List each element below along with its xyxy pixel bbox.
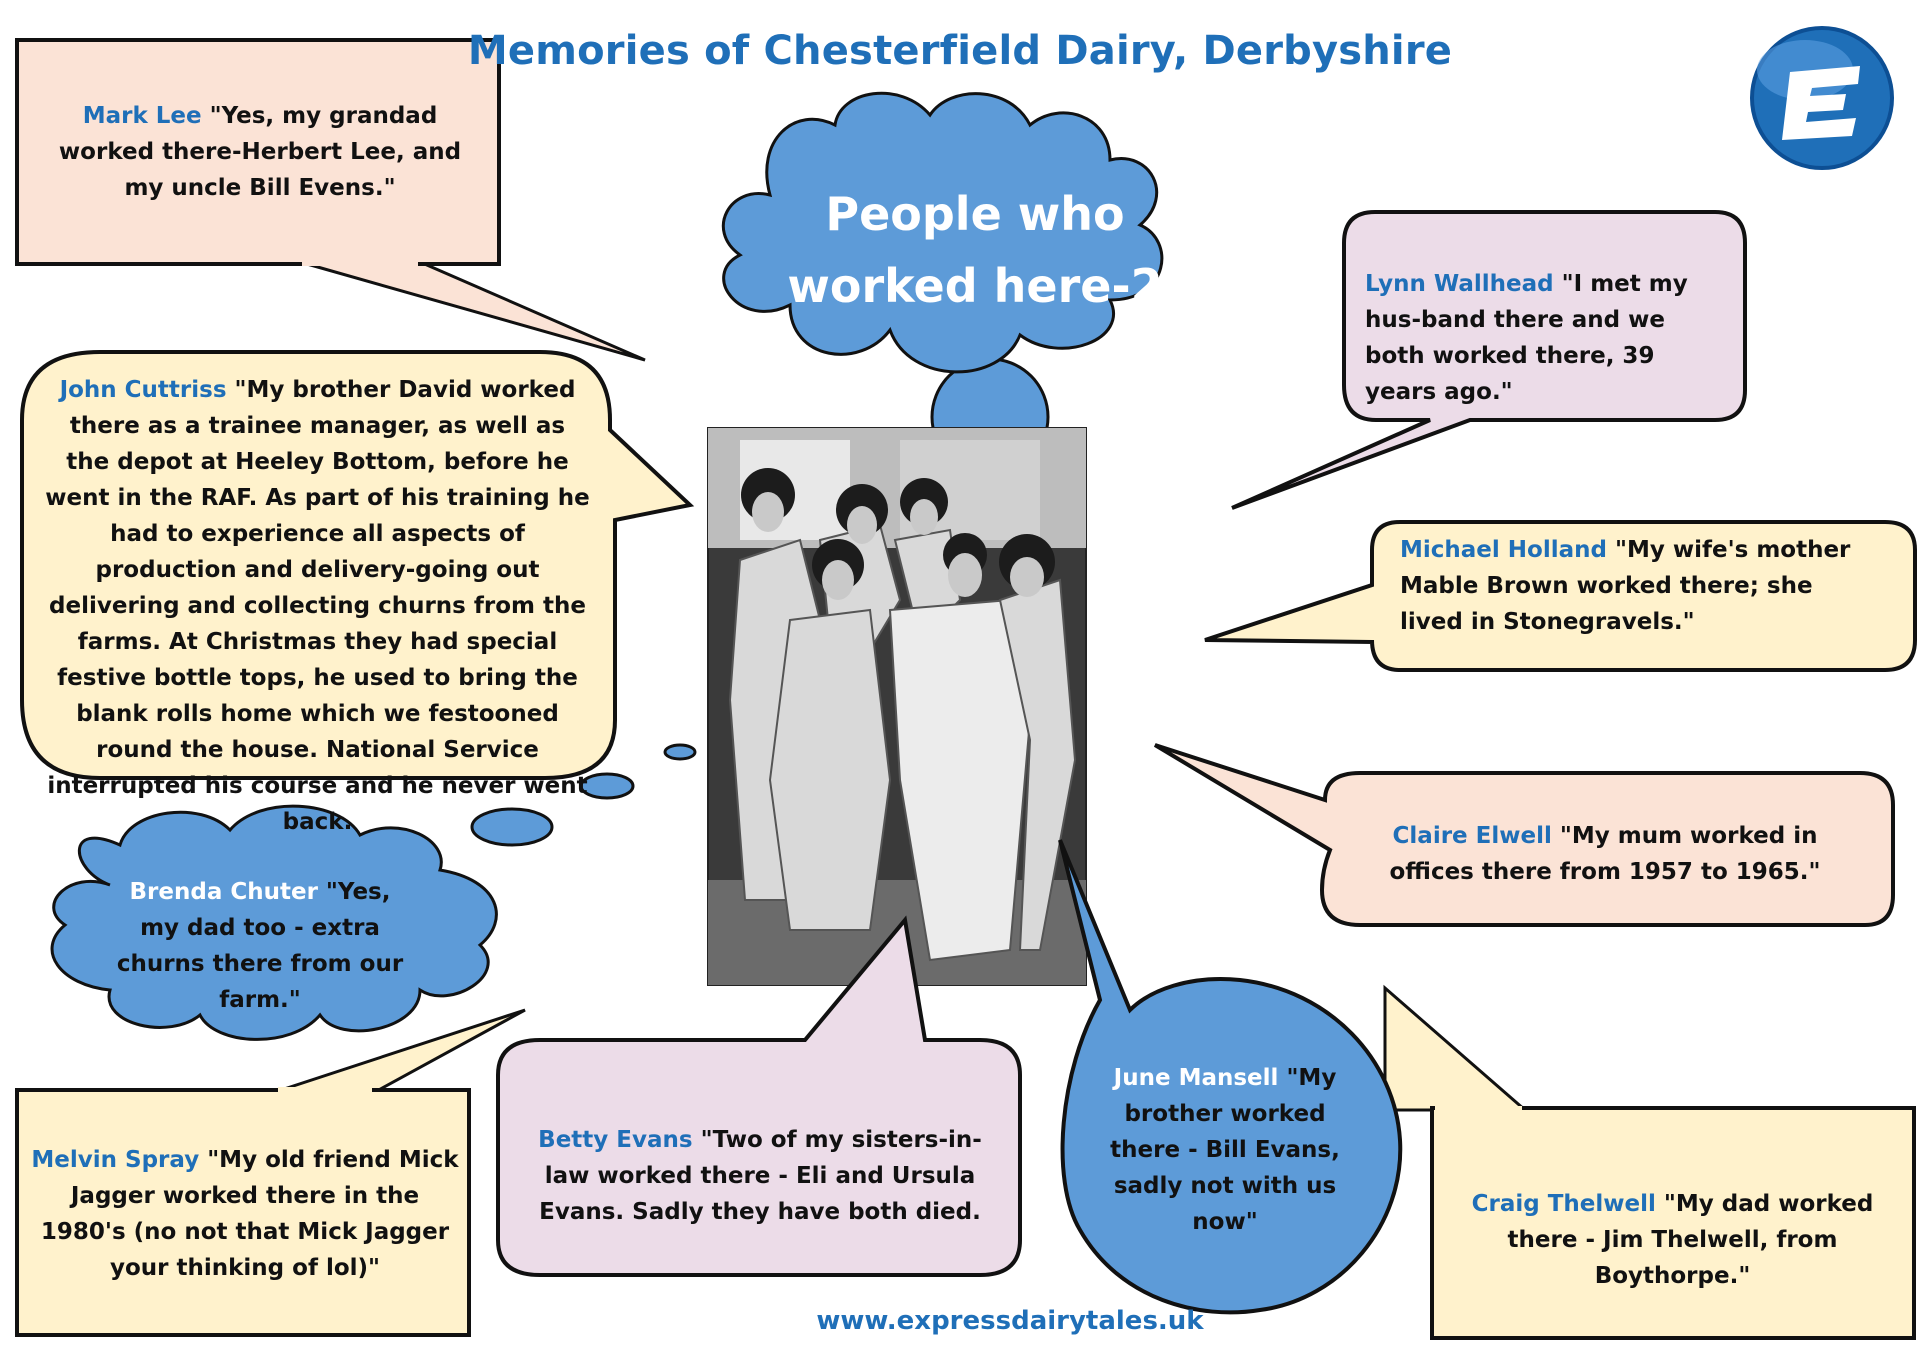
quote-claire-elwell (1355, 818, 1855, 890)
quote-name: Betty Evans (538, 1127, 693, 1153)
quote-text: "My dad worked there - Jim Thelwell, from Boythorpe." (1507, 1191, 1874, 1289)
quote-text: "I met my hus-band there and we both worked there, 39 years ago." (1365, 271, 1688, 405)
quote-name: Brenda Chuter (129, 879, 318, 905)
quote-name: Mark Lee (82, 103, 202, 129)
quote-craig-thelwell (1440, 1186, 1905, 1294)
quote-brenda-chuter (110, 874, 410, 1018)
quote-text: "My wife's mother Mable Brown worked there; she lived in Stonegravels." (1400, 537, 1851, 635)
staff-group-photo (708, 428, 1086, 985)
page-title: Memories of Chesterfield Dairy, Derbyshire (467, 28, 1453, 74)
quote-text: "Yes, my grandad worked there-Herbert Lee, and my uncle Bill Evens." (58, 103, 462, 201)
center-cloud-text: People who worked here-2 (787, 187, 1163, 313)
quote-name: John Cuttriss (59, 377, 227, 403)
quote-john-cuttriss (45, 372, 590, 840)
quote-name: Melvin Spray (31, 1147, 200, 1173)
website-link[interactable]: www.expressdairytales.uk (816, 1306, 1204, 1336)
quote-name: Michael Holland (1400, 537, 1607, 563)
quote-melvin-spray (25, 1142, 465, 1286)
quote-lynn-wallhead (1365, 266, 1715, 410)
quote-name: June Mansell (1113, 1065, 1279, 1091)
quote-text: "Two of my sisters-in-law worked there - Eli and Ursula Evans. Sadly they have both died. (539, 1127, 982, 1225)
quote-text: "My old friend Mick Jagger worked there in the 1980's (no not that Mick Jagger your thinking of lol)" (40, 1147, 459, 1281)
quote-name: Craig Thelwell (1471, 1191, 1656, 1217)
quote-text: "My brother David worked there as a trainee manager, as well as the depot at Heeley Bottom, before he went in the RAF. As part of his training he had to experience all aspects of production and delivery-going out delivering and collecting churns from the farms. At Christmas they had special festive bottle tops, he used to bring the blank rolls home which we festooned round the house. National Service interrupted his course and he never went back. (45, 377, 590, 835)
quote-june-mansell (1110, 1060, 1340, 1240)
quote-text: "My mum worked in offices there from 1957 to 1965." (1389, 823, 1821, 885)
quote-michael-holland (1400, 532, 1880, 640)
quote-mark-lee (45, 98, 475, 206)
quote-betty-evans (535, 1122, 985, 1230)
quote-name: Lynn Wallhead (1365, 271, 1554, 297)
quote-text: "Yes, my dad too - extra churns there from our farm." (116, 879, 404, 1013)
quote-text: "My brother worked there - Bill Evans, sadly not with us now" (1110, 1065, 1340, 1235)
quote-name: Claire Elwell (1392, 823, 1552, 849)
